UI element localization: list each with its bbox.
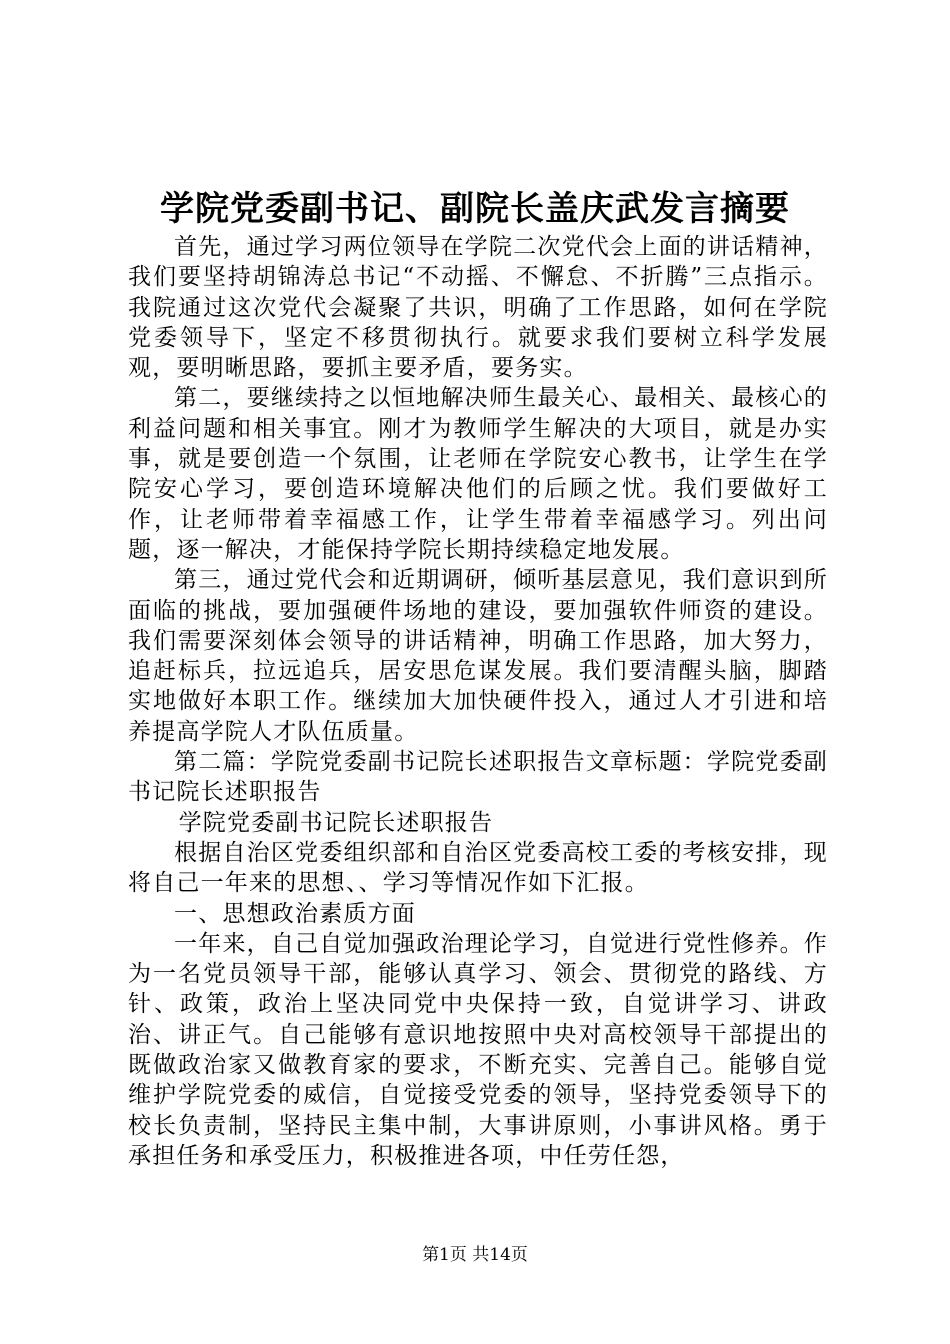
document-body (128, 232, 828, 1171)
paragraph-second-point: 第二，要继续持之以恒地解决师生最关心、最相关、最核心的利益问题和相关事宜。刚才为教师学生解决的大项目，就是办实事，就是要创造一个氛围，让老师在学院安心教书，让学生在学院安心学习，要创造环境解决他们的后顾之忧。我们要做好工作，让老师带着幸福感工作，让学生带着幸福感学习。列出问题，逐一解决，才能保持学院长期持续稳定地发展。 (128, 385, 828, 563)
paragraph-ideology-detail: 一年来，自己自觉加强政治理论学习，自觉进行党性修养。作为一名党员领导干部，能够认真学习、领会、贯彻党的路线、方针、政策，政治上坚决同党中央保持一致，自觉讲学习、讲政治、讲正气。自己能够有意识地按照中央对高校领导干部提出的既做政治家又做教育家的要求，不断充实、完善自己。能够自觉维护学院党委的威信，自觉接受党委的领导，坚持党委领导下的校长负责制，坚持民主集中制，大事讲原则，小事讲风格。勇于承担任务和承受压力，积极推进各项，中任劳任怨， (128, 930, 828, 1169)
paragraph-second-article-heading: 第二篇：学院党委副书记院长述职报告文章标题：学院党委副书记院长述职报告 (128, 749, 828, 806)
page-indicator: 第1页 共14页 (422, 1245, 528, 1265)
section-heading-ideology: 一、思想政治素质方面 (174, 900, 416, 927)
paragraph-report-title: 学院党委副书记院长述职报告 (178, 809, 494, 836)
paragraph-third-point: 第三，通过党代会和近期调研，倾听基层意见，我们意识到所面临的挑战，要加强硬件场地的建设，要加强软件师资的建设。我们需要深刻体会领导的讲话精神，明确工作思路，加大努力，追赶标兵，拉远追兵，居安思危谋发展。我们要清醒头脑，脚踏实地做好本职工作。继续加大加快硬件投入，通过人才引进和培养提高学院人才队伍质量。 (128, 567, 828, 745)
document-title: 学院党委副书记、副院长盖庆武发言摘要 (160, 189, 790, 229)
paragraph-report-intro: 根据自治区党委组织部和自治区党委高校工委的考核安排，现将自己一年来的思想、、学习等情况作如下汇报。 (128, 839, 828, 897)
paragraph-first-point: 首先，通过学习两位领导在学院二次党代会上面的讲话精神，我们要坚持胡锦涛总书记“不动摇、不懈怠、不折腾”三点指示。我院通过这次党代会凝聚了共识，明确了工作思路，如何在学院党委领导下，坚定不移贯彻执行。就要求我们要树立科学发展观，要明晰思路，要抓主要矛盾，要务实。 (128, 234, 828, 382)
